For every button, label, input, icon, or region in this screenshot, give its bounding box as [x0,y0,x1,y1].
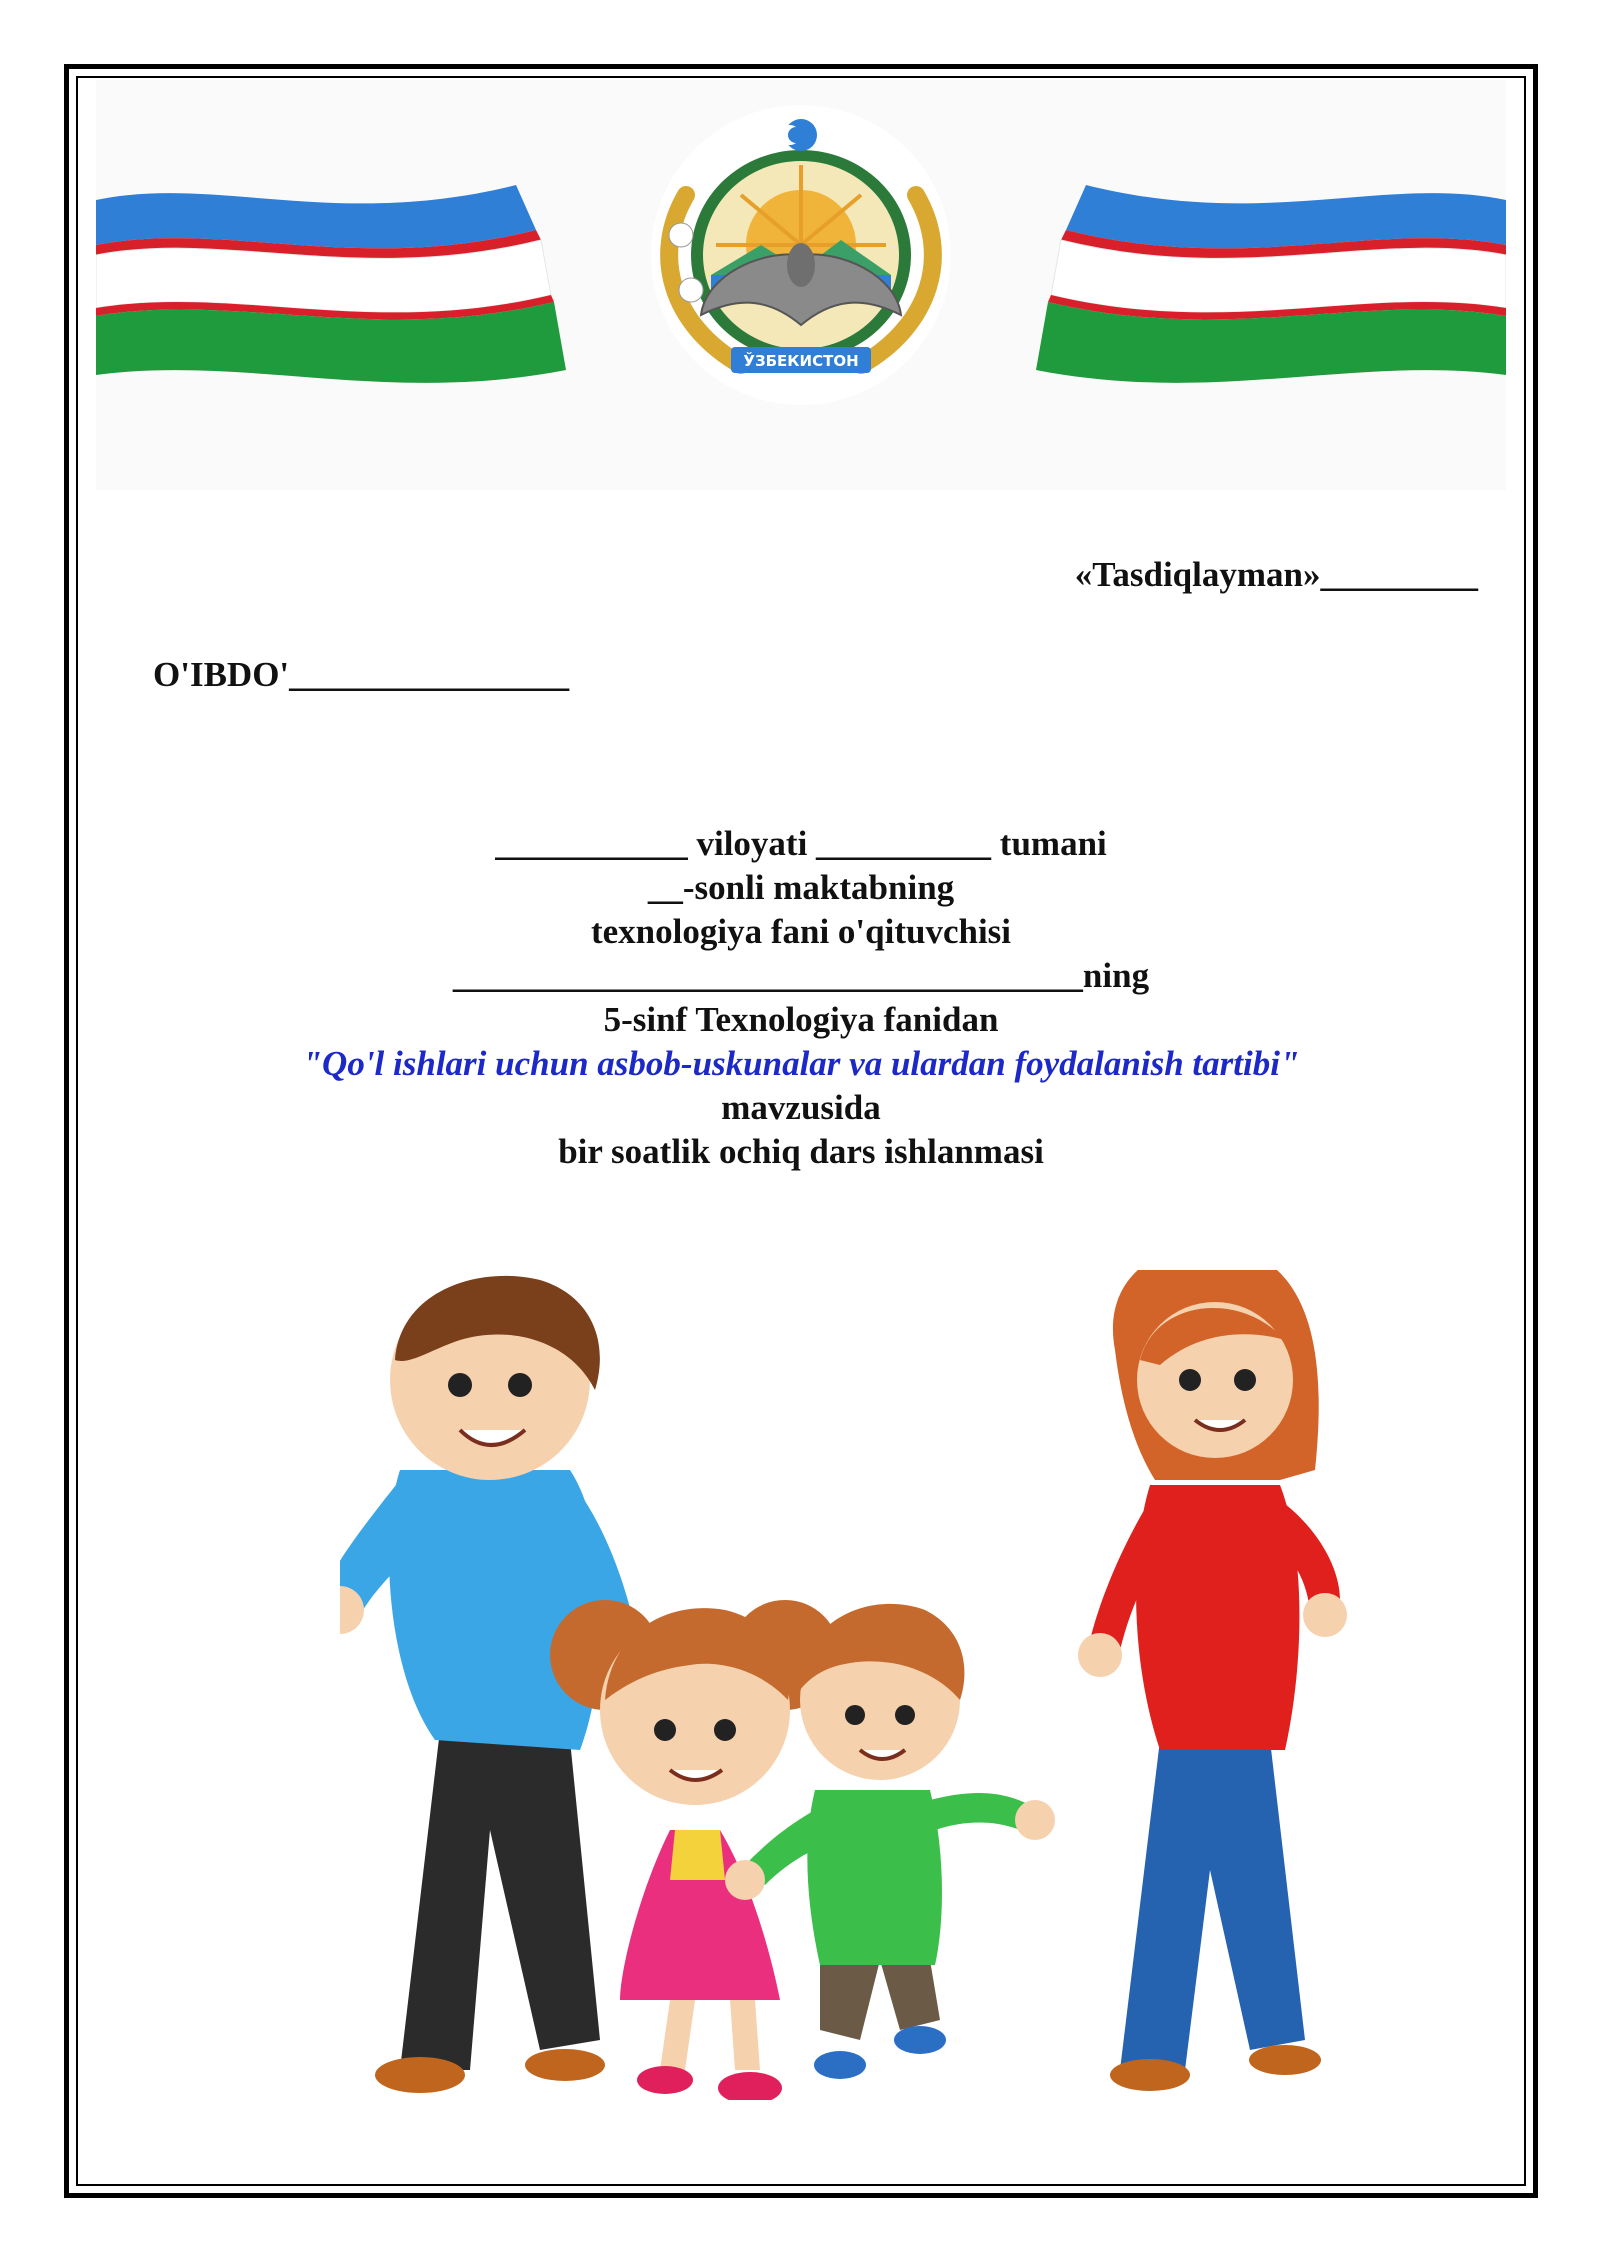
oibdo-label: O'IBDO'________________ [153,655,570,694]
title-block [96,822,1506,1174]
flag-emblem-banner [96,80,1506,490]
region-district-line: ___________ viloyati __________ tumani [495,824,1107,863]
school-number-line: __-sonli maktabning [647,868,955,907]
lesson-topic: "Qo'l ishlari uchun asbob-uskunalar va ulardan foydalanish tartibi" [302,1044,1300,1083]
teacher-name-line: ____________________________________ning [452,956,1150,995]
state-emblem [651,105,951,405]
grade-subject-line: 5-sinf Texnologiya fanidan [603,1000,999,1039]
mother-figure [1078,1270,1347,2091]
flag-right [1036,185,1506,383]
lesson-type-line: bir soatlik ochiq dars ishlanmasi [558,1132,1044,1171]
approval-label: «Tasdiqlayman»_________ [1074,555,1478,594]
flag-left [96,185,566,383]
teacher-role-line: texnologiya fani o'qituvchisi [590,912,1012,951]
family-illustration [340,1270,1380,2100]
emblem-ribbon-label: ЎЗБЕКИСТОН [743,352,859,370]
topic-suffix-line: mavzusida [721,1088,881,1127]
